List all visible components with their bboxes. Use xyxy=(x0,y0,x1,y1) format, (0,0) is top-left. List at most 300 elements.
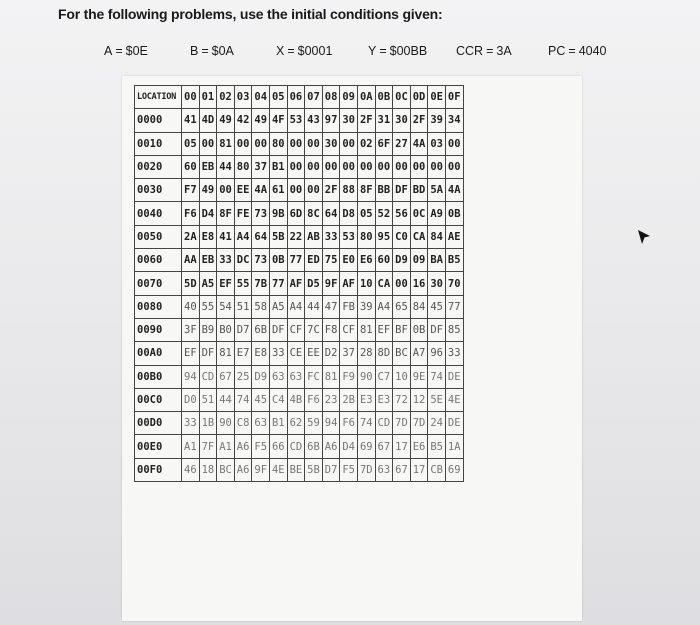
memory-byte: FC xyxy=(305,365,323,388)
memory-byte: 62 xyxy=(287,412,305,435)
memory-byte: 56 xyxy=(393,202,411,225)
memory-byte: 00 xyxy=(340,132,358,155)
register-a: A = $0E xyxy=(104,44,148,58)
memory-byte: A1 xyxy=(217,435,235,458)
memory-byte: AB xyxy=(305,225,323,248)
memory-byte: 00 xyxy=(287,179,305,202)
memory-byte: A5 xyxy=(199,272,217,295)
memory-byte: DF xyxy=(199,342,217,365)
memory-byte: 81 xyxy=(357,318,375,341)
memory-byte: 33 xyxy=(182,412,200,435)
memory-byte: 00 xyxy=(305,132,323,155)
memory-byte: E3 xyxy=(357,388,375,411)
memory-byte: 30 xyxy=(393,109,411,132)
memory-byte: AA xyxy=(182,249,200,272)
memory-byte: 44 xyxy=(217,388,235,411)
memory-byte: AF xyxy=(340,272,358,295)
memory-byte: 05 xyxy=(182,132,200,155)
memory-byte: 2F xyxy=(357,109,375,132)
memory-byte: 90 xyxy=(217,412,235,435)
memory-byte: 00 xyxy=(393,155,411,178)
memory-byte: DF xyxy=(428,318,446,341)
memory-byte: F6 xyxy=(305,388,323,411)
memory-row xyxy=(135,365,464,388)
memory-byte: D8 xyxy=(340,202,358,225)
register-x: X = $0001 xyxy=(276,44,333,58)
memory-byte: A4 xyxy=(287,295,305,318)
memory-byte: D0 xyxy=(182,388,200,411)
memory-byte: D5 xyxy=(305,272,323,295)
memory-row xyxy=(135,109,464,132)
memory-header-row xyxy=(135,86,464,109)
column-header: 0B xyxy=(375,86,393,109)
memory-byte: 9B xyxy=(269,202,287,225)
memory-byte: CA xyxy=(375,272,393,295)
memory-byte: 53 xyxy=(287,109,305,132)
memory-byte: 73 xyxy=(252,249,270,272)
memory-byte: FE xyxy=(234,202,252,225)
memory-byte: 2F xyxy=(410,109,428,132)
memory-byte: 81 xyxy=(322,365,340,388)
memory-byte: 55 xyxy=(199,295,217,318)
memory-byte: 4F xyxy=(269,109,287,132)
memory-byte: 41 xyxy=(182,109,200,132)
memory-byte: 8F xyxy=(217,202,235,225)
memory-byte: 03 xyxy=(428,132,446,155)
memory-byte: E7 xyxy=(234,342,252,365)
memory-byte: B5 xyxy=(445,249,463,272)
memory-byte: A6 xyxy=(322,435,340,458)
memory-byte: EE xyxy=(234,179,252,202)
memory-byte: 25 xyxy=(234,365,252,388)
memory-byte: 28 xyxy=(357,342,375,365)
memory-byte: 4A xyxy=(410,132,428,155)
memory-byte: 16 xyxy=(410,272,428,295)
memory-byte: D7 xyxy=(322,458,340,481)
row-address: 0010 xyxy=(135,132,182,155)
memory-byte: 58 xyxy=(252,295,270,318)
memory-row xyxy=(135,179,464,202)
memory-row xyxy=(135,249,464,272)
memory-byte: 2F xyxy=(322,179,340,202)
memory-byte: D9 xyxy=(252,365,270,388)
memory-byte: 63 xyxy=(269,365,287,388)
column-header: 03 xyxy=(234,86,252,109)
memory-row xyxy=(135,155,464,178)
memory-byte: 75 xyxy=(322,249,340,272)
memory-byte: 37 xyxy=(252,155,270,178)
memory-byte: 72 xyxy=(393,388,411,411)
memory-byte: A4 xyxy=(234,225,252,248)
column-header: 06 xyxy=(287,86,305,109)
row-address: 0040 xyxy=(135,202,182,225)
memory-byte: 00 xyxy=(305,179,323,202)
memory-byte: BC xyxy=(393,342,411,365)
row-address: 0060 xyxy=(135,249,182,272)
memory-byte: BE xyxy=(287,458,305,481)
memory-byte: E6 xyxy=(410,435,428,458)
memory-byte: 00 xyxy=(357,155,375,178)
column-header: 05 xyxy=(269,86,287,109)
memory-byte: 00 xyxy=(375,155,393,178)
memory-byte: D2 xyxy=(322,342,340,365)
memory-byte: CA xyxy=(410,225,428,248)
memory-byte: C0 xyxy=(393,225,411,248)
memory-byte: 80 xyxy=(357,225,375,248)
memory-byte: 51 xyxy=(199,388,217,411)
instruction-text: For the following problems, use the initial conditions given: xyxy=(58,6,443,22)
memory-row xyxy=(135,412,464,435)
memory-byte: 00 xyxy=(252,132,270,155)
memory-byte: A6 xyxy=(234,458,252,481)
memory-byte: 30 xyxy=(322,132,340,155)
memory-byte: F5 xyxy=(252,435,270,458)
memory-byte: D9 xyxy=(393,249,411,272)
memory-byte: 43 xyxy=(305,109,323,132)
memory-byte: 42 xyxy=(234,109,252,132)
memory-byte: 00 xyxy=(445,132,463,155)
memory-byte: 69 xyxy=(357,435,375,458)
memory-byte: 31 xyxy=(375,109,393,132)
memory-byte: D7 xyxy=(234,318,252,341)
memory-byte: EF xyxy=(217,272,235,295)
memory-byte: 77 xyxy=(445,295,463,318)
memory-byte: EB xyxy=(199,155,217,178)
memory-byte: 2B xyxy=(340,388,358,411)
memory-byte: 00 xyxy=(234,132,252,155)
row-address: 0000 xyxy=(135,109,182,132)
memory-byte: DE xyxy=(445,365,463,388)
memory-byte: 6F xyxy=(375,132,393,155)
memory-byte: 90 xyxy=(357,365,375,388)
row-address: 0050 xyxy=(135,225,182,248)
memory-byte: 0B xyxy=(269,249,287,272)
memory-byte: CB xyxy=(428,458,446,481)
memory-byte: 85 xyxy=(445,318,463,341)
memory-byte: A4 xyxy=(375,295,393,318)
memory-byte: 77 xyxy=(269,272,287,295)
memory-byte: 8C xyxy=(305,202,323,225)
memory-byte: 4E xyxy=(269,458,287,481)
column-header: 0C xyxy=(393,86,411,109)
memory-byte: 23 xyxy=(322,388,340,411)
memory-byte: 39 xyxy=(428,109,446,132)
memory-byte: 00 xyxy=(322,155,340,178)
memory-row xyxy=(135,342,464,365)
memory-byte: 66 xyxy=(269,435,287,458)
row-address: 0020 xyxy=(135,155,182,178)
memory-byte: 49 xyxy=(199,179,217,202)
memory-byte: B1 xyxy=(269,412,287,435)
memory-byte: 6B xyxy=(252,318,270,341)
memory-byte: 67 xyxy=(393,458,411,481)
memory-byte: 34 xyxy=(445,109,463,132)
memory-byte: 6B xyxy=(305,435,323,458)
row-address: 00A0 xyxy=(135,342,182,365)
register-ccr: CCR = 3A xyxy=(456,44,512,58)
row-address: 0090 xyxy=(135,318,182,341)
memory-byte: 47 xyxy=(322,295,340,318)
memory-byte: 74 xyxy=(428,365,446,388)
memory-byte: 24 xyxy=(428,412,446,435)
memory-byte: 94 xyxy=(182,365,200,388)
memory-byte: F7 xyxy=(182,179,200,202)
memory-byte: 2A xyxy=(182,225,200,248)
memory-byte: BA xyxy=(428,249,446,272)
memory-byte: DF xyxy=(393,179,411,202)
memory-byte: E8 xyxy=(252,342,270,365)
column-header: 09 xyxy=(340,86,358,109)
memory-byte: 60 xyxy=(375,249,393,272)
memory-byte: 5B xyxy=(269,225,287,248)
memory-byte: B0 xyxy=(217,318,235,341)
memory-byte: 59 xyxy=(305,412,323,435)
memory-byte: 4E xyxy=(445,388,463,411)
mouse-pointer-icon xyxy=(637,229,651,245)
memory-byte: FB xyxy=(340,295,358,318)
memory-byte: 17 xyxy=(393,435,411,458)
memory-byte: 10 xyxy=(393,365,411,388)
row-address: 00E0 xyxy=(135,435,182,458)
memory-byte: 40 xyxy=(182,295,200,318)
location-header: LOCATION xyxy=(135,86,182,109)
memory-byte: 74 xyxy=(357,412,375,435)
memory-byte: 39 xyxy=(357,295,375,318)
memory-byte: A7 xyxy=(410,342,428,365)
memory-byte: 63 xyxy=(375,458,393,481)
memory-byte: 00 xyxy=(287,132,305,155)
memory-byte: 49 xyxy=(252,109,270,132)
memory-byte: 49 xyxy=(217,109,235,132)
memory-byte: 84 xyxy=(428,225,446,248)
memory-byte: 05 xyxy=(357,202,375,225)
memory-byte: CE xyxy=(287,342,305,365)
memory-byte: 9F xyxy=(322,272,340,295)
memory-byte: F6 xyxy=(182,202,200,225)
memory-byte: 6D xyxy=(287,202,305,225)
memory-byte: 7C xyxy=(305,318,323,341)
memory-byte: C4 xyxy=(269,388,287,411)
memory-byte: 94 xyxy=(322,412,340,435)
memory-byte: A1 xyxy=(182,435,200,458)
memory-byte: 09 xyxy=(410,249,428,272)
initial-conditions xyxy=(0,44,700,64)
memory-byte: 61 xyxy=(269,179,287,202)
memory-byte: 33 xyxy=(445,342,463,365)
memory-byte: EF xyxy=(375,318,393,341)
memory-row xyxy=(135,458,464,481)
row-address: 00C0 xyxy=(135,388,182,411)
row-address: 0030 xyxy=(135,179,182,202)
memory-byte: CD xyxy=(287,435,305,458)
memory-byte: 44 xyxy=(305,295,323,318)
memory-byte: 00 xyxy=(305,155,323,178)
memory-byte: 00 xyxy=(340,155,358,178)
column-header: 0A xyxy=(357,86,375,109)
memory-byte: 54 xyxy=(217,295,235,318)
column-header: 08 xyxy=(322,86,340,109)
memory-byte: 96 xyxy=(428,342,446,365)
memory-byte: 02 xyxy=(357,132,375,155)
column-header: 04 xyxy=(252,86,270,109)
memory-byte: 5B xyxy=(305,458,323,481)
memory-byte: D4 xyxy=(199,202,217,225)
column-header: 0E xyxy=(428,86,446,109)
memory-byte: E3 xyxy=(375,388,393,411)
memory-byte: EE xyxy=(305,342,323,365)
memory-byte: C7 xyxy=(375,365,393,388)
row-address: 0080 xyxy=(135,295,182,318)
memory-byte: A5 xyxy=(269,295,287,318)
column-header: 01 xyxy=(199,86,217,109)
memory-byte: 44 xyxy=(217,155,235,178)
memory-byte: 18 xyxy=(199,458,217,481)
column-header: 00 xyxy=(182,86,200,109)
memory-byte: DF xyxy=(269,318,287,341)
memory-byte: BD xyxy=(410,179,428,202)
memory-byte: 81 xyxy=(217,132,235,155)
memory-byte: EF xyxy=(182,342,200,365)
memory-byte: 00 xyxy=(287,155,305,178)
memory-row xyxy=(135,225,464,248)
memory-byte: 69 xyxy=(445,458,463,481)
memory-byte: 30 xyxy=(428,272,446,295)
memory-byte: CD xyxy=(375,412,393,435)
memory-byte: 64 xyxy=(322,202,340,225)
memory-byte: D4 xyxy=(340,435,358,458)
memory-byte: 5A xyxy=(428,179,446,202)
memory-byte: A6 xyxy=(234,435,252,458)
column-header: 0F xyxy=(445,86,463,109)
memory-byte: 3F xyxy=(182,318,200,341)
memory-byte: C8 xyxy=(234,412,252,435)
memory-byte: 33 xyxy=(269,342,287,365)
memory-byte: 95 xyxy=(375,225,393,248)
register-pc: PC = 4040 xyxy=(548,44,607,58)
register-y: Y = $00BB xyxy=(368,44,428,58)
memory-byte: CF xyxy=(340,318,358,341)
memory-row xyxy=(135,295,464,318)
memory-byte: E0 xyxy=(340,249,358,272)
memory-byte: 80 xyxy=(234,155,252,178)
memory-byte: 52 xyxy=(375,202,393,225)
memory-byte: DC xyxy=(234,249,252,272)
memory-byte: B5 xyxy=(428,435,446,458)
memory-byte: F9 xyxy=(340,365,358,388)
memory-byte: E8 xyxy=(199,225,217,248)
memory-byte: CF xyxy=(287,318,305,341)
memory-byte: 70 xyxy=(445,272,463,295)
row-address: 0070 xyxy=(135,272,182,295)
memory-row xyxy=(135,318,464,341)
memory-byte: BC xyxy=(217,458,235,481)
memory-byte: 84 xyxy=(410,295,428,318)
memory-byte: 74 xyxy=(234,388,252,411)
memory-byte: B1 xyxy=(269,155,287,178)
memory-byte: DE xyxy=(445,412,463,435)
memory-byte: F8 xyxy=(322,318,340,341)
memory-byte: 37 xyxy=(340,342,358,365)
memory-byte: 0C xyxy=(410,202,428,225)
memory-byte: F5 xyxy=(340,458,358,481)
memory-byte: 80 xyxy=(269,132,287,155)
memory-byte: 67 xyxy=(217,365,235,388)
memory-byte: 9E xyxy=(410,365,428,388)
row-address: 00B0 xyxy=(135,365,182,388)
memory-byte: 45 xyxy=(428,295,446,318)
memory-row xyxy=(135,388,464,411)
memory-byte: 27 xyxy=(393,132,411,155)
memory-byte: 97 xyxy=(322,109,340,132)
memory-byte: 7D xyxy=(410,412,428,435)
memory-row xyxy=(135,202,464,225)
memory-byte: 60 xyxy=(182,155,200,178)
memory-byte: 00 xyxy=(217,179,235,202)
column-header: 02 xyxy=(217,86,235,109)
memory-byte: 4A xyxy=(445,179,463,202)
memory-table xyxy=(134,85,464,482)
memory-byte: 4A xyxy=(252,179,270,202)
memory-byte: F6 xyxy=(340,412,358,435)
memory-row xyxy=(135,132,464,155)
memory-byte: 46 xyxy=(182,458,200,481)
row-address: 00D0 xyxy=(135,412,182,435)
memory-byte: 00 xyxy=(445,155,463,178)
memory-byte: ED xyxy=(305,249,323,272)
memory-byte: B9 xyxy=(199,318,217,341)
memory-byte: 73 xyxy=(252,202,270,225)
memory-byte: 88 xyxy=(340,179,358,202)
memory-byte: 4D xyxy=(199,109,217,132)
register-b: B = $0A xyxy=(190,44,234,58)
memory-byte: 9F xyxy=(252,458,270,481)
row-address: 00F0 xyxy=(135,458,182,481)
memory-byte: 33 xyxy=(217,249,235,272)
memory-byte: 67 xyxy=(375,435,393,458)
memory-byte: 4B xyxy=(287,388,305,411)
memory-byte: 7D xyxy=(393,412,411,435)
memory-byte: 00 xyxy=(410,155,428,178)
memory-byte: BF xyxy=(393,318,411,341)
memory-byte: CD xyxy=(199,365,217,388)
memory-byte: BB xyxy=(375,179,393,202)
memory-byte: 63 xyxy=(252,412,270,435)
memory-byte: 5E xyxy=(428,388,446,411)
memory-byte: 53 xyxy=(340,225,358,248)
memory-byte: E6 xyxy=(357,249,375,272)
memory-row xyxy=(135,272,464,295)
column-header: 0D xyxy=(410,86,428,109)
memory-byte: 12 xyxy=(410,388,428,411)
memory-byte: AE xyxy=(445,225,463,248)
memory-byte: 7B xyxy=(252,272,270,295)
memory-byte: 64 xyxy=(252,225,270,248)
memory-byte: 65 xyxy=(393,295,411,318)
memory-byte: 0B xyxy=(445,202,463,225)
memory-byte: 30 xyxy=(340,109,358,132)
memory-byte: 22 xyxy=(287,225,305,248)
memory-byte: 8F xyxy=(357,179,375,202)
memory-row xyxy=(135,435,464,458)
memory-byte: AF xyxy=(287,272,305,295)
memory-byte: 00 xyxy=(393,272,411,295)
memory-byte: 1A xyxy=(445,435,463,458)
memory-byte: 17 xyxy=(410,458,428,481)
memory-byte: 45 xyxy=(252,388,270,411)
memory-byte: 81 xyxy=(217,342,235,365)
memory-byte: A9 xyxy=(428,202,446,225)
memory-byte: 55 xyxy=(234,272,252,295)
